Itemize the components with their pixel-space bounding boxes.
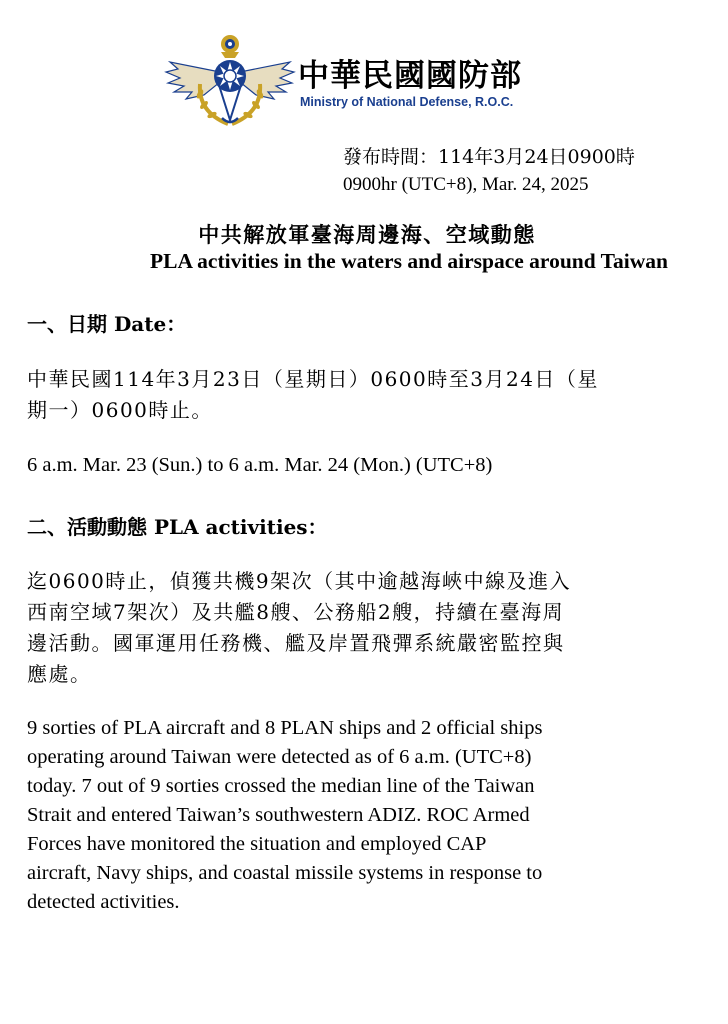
section-activities-heading: 二、活動動態 PLA activities：: [27, 515, 328, 539]
release-time-cn: 發布時間：114年3月24日0900時: [343, 146, 635, 168]
activities-cn-line: 邊活動。國軍運用任務機、艦及岸置飛彈系統嚴密監控與: [27, 631, 565, 655]
activities-en: [27, 714, 703, 917]
org-name-cn: 中華民國國防部: [298, 58, 522, 94]
activities-en-line: today. 7 out of 9 sorties crossed the median line of the Taiwan: [27, 775, 535, 797]
activities-cn-line: 應處。: [27, 662, 92, 686]
activities-en-line: 9 sorties of PLA aircraft and 8 PLAN ships and 2 official ships: [27, 717, 543, 739]
activities-en-line: detected activities.: [27, 891, 180, 913]
release-time: [343, 143, 635, 199]
section-date-en: 6 a.m. Mar. 23 (Sun.) to 6 a.m. Mar. 24 (Mon.) (UTC+8): [27, 454, 493, 476]
release-time-en: 0900hr (UTC+8), Mar. 24, 2025: [343, 174, 589, 195]
title-cn: 中共解放軍臺海周邊海、空域動態: [198, 222, 536, 247]
activities-cn-line: 迄0600時止，偵獲共機9架次（其中逾越海峽中線及進入: [27, 569, 572, 593]
date-cn-line: 期一）0600時止。: [27, 398, 213, 422]
date-cn-line: 中華民國114年3月23日（星期日）0600時至3月24日（星: [27, 367, 599, 391]
section-date-cn: [27, 364, 703, 426]
activities-en-line: Strait and entered Taiwan’s southwestern ADIZ. ROC Armed: [27, 804, 530, 826]
letterhead: [160, 22, 580, 132]
activities-cn-line: 西南空域7架次）及共艦8艘、公務船2艘，持續在臺海周: [27, 600, 565, 624]
section-date-heading: 一、日期 Date：: [27, 312, 187, 336]
activities-en-line: operating around Taiwan were detected as of 6 a.m. (UTC+8): [27, 746, 532, 768]
activities-en-line: Forces have monitored the situation and employed CAP: [27, 833, 487, 855]
activities-cn: [27, 566, 703, 690]
mnd-emblem-icon: [160, 22, 300, 132]
title-en: PLA activities in the waters and airspace around Taiwan: [149, 249, 669, 273]
activities-en-line: aircraft, Navy ships, and coastal missile systems in response to: [27, 862, 543, 884]
org-name-en: Ministry of National Defense, R.O.C.: [300, 95, 514, 109]
